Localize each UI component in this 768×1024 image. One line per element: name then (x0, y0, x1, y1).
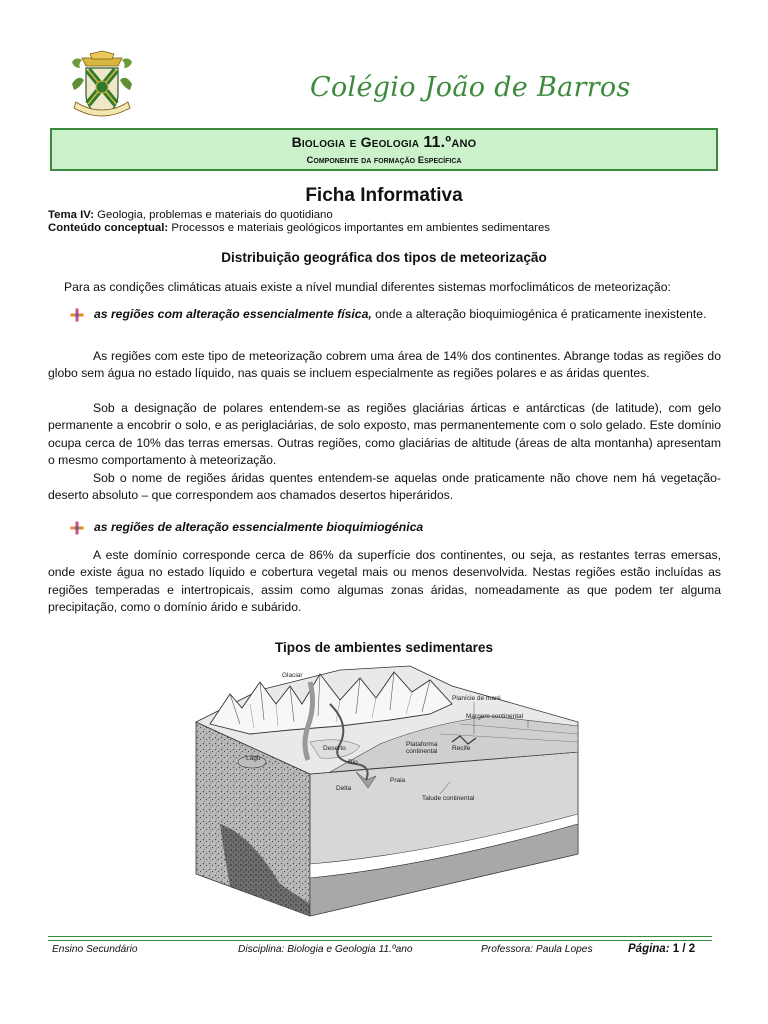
label-continental-margin: Margem continental (466, 713, 524, 720)
bullet-physical-weathering (70, 306, 721, 323)
section-title-sedimentary: Tipos de ambientes sedimentares (274, 640, 494, 655)
footer-level: Ensino Secundário (52, 944, 138, 955)
bullet1-bold-text: as regiões com alteração essencialmente física, (94, 307, 372, 321)
school-crest-logo (68, 50, 136, 120)
footer-page-number: 1 / 2 (669, 943, 696, 955)
footer-discipline: Disciplina: Biologia e Geologia 11.ºano (238, 944, 413, 955)
subject-subtitle: Componente da formação Específica (306, 155, 462, 166)
footer-page (628, 943, 695, 955)
theme-value: Geologia, problemas e materiais do quotidiano (94, 209, 333, 221)
bullet-icon (70, 521, 84, 535)
bullet2-bold-text: as regiões de alteração essencialmente bioquimiogénica (94, 520, 424, 534)
label-delta: Delta (336, 785, 352, 792)
theme-label: Tema IV: (48, 209, 95, 221)
subject-title (52, 134, 716, 152)
subject-title-prefix: Biologia e Geologia (291, 134, 424, 150)
bullet-biochemical-weathering (70, 519, 721, 536)
label-desert: Deserto (323, 745, 346, 752)
concept-value: Processos e materiais geológicos importantes em ambientes sedimentares (168, 222, 550, 234)
paragraph-polar-regions: Sob a designação de polares entendem-se as regiões glaciárias árticas e antárcticas (de latitude), com gelo permanente a encobrir o solo, e as periglaciárias, de solo exposto, mas permanentemente com o solo gelado. Este domínio ocupa cerca de 10% das terras emersas. Outras regiões, como glaciárias de altitude (áreas de alta montanha) apresentam o mesmo comportamento à meteorização. (48, 401, 721, 467)
label-lake: Lago (246, 755, 261, 762)
label-tidal-flat: Planície de maré (452, 695, 501, 702)
label-reef: Recife (452, 745, 471, 752)
subject-header-box (50, 128, 718, 171)
label-river: Rio (348, 759, 358, 766)
concept-label: Conteúdo conceptual: (48, 222, 169, 234)
document-title: Ficha Informativa (305, 185, 463, 206)
school-name: Colégio João de Barros (310, 72, 631, 103)
paragraph-physical-coverage: As regiões com este tipo de meteorização cobrem uma área de 14% dos continentes. Abrange todas as regiões do globo sem água no estado líquido, nas quais se incluem especialmente as regiões polares e as áridas quentes. (48, 349, 721, 381)
theme-line (48, 209, 333, 222)
paragraph-arid-regions: Sob o nome de regiões áridas quentes entendem-se aquelas onde praticamente não chove nem há vegetação- deserto absoluto – que correspondem aos chamados desertos hiperáridos. (48, 471, 721, 503)
footer-teacher: Professora: Paula Lopes (481, 944, 593, 955)
footer-rule-top (48, 936, 712, 937)
subject-title-year: 11.ºano (423, 134, 477, 151)
footer-page-label: Página: (628, 943, 670, 955)
concept-line (48, 222, 550, 235)
bullet-icon (70, 308, 84, 322)
footer-rule-bottom (48, 940, 712, 941)
label-continental-shelf-line2: continental (406, 748, 438, 755)
sedimentary-environments-diagram (190, 664, 580, 920)
section-title-weathering: Distribuição geográfica dos tipos de meteorização (221, 250, 547, 265)
bullet1-rest-text: onde a alteração bioquimiogénica é praticamente inexistente. (371, 307, 707, 321)
paragraph-biochemical-domain: A este domínio corresponde cerca de 86% da superfície dos continentes, ou seja, as restantes terras emersas, onde existe água no estado líquido e cobertura vegetal mais ou menos desenvolvida. Nestas regiões estão incluídas as regiões temperadas e intertropicais, assim como algumas zonas áridas, nomeadamente as que podem ter alguma precipitação, como o domínio árido e subárido. (48, 548, 721, 614)
label-continental-shelf-line1: Plataforma (406, 741, 438, 748)
label-continental-slope: Talude continental (422, 795, 475, 802)
intro-paragraph: Para as condições climáticas atuais existe a nível mundial diferentes sistemas morfoclimáticos de meteorização: (64, 280, 671, 294)
label-glacier: Glaciar (282, 672, 303, 679)
label-beach: Praia (390, 777, 406, 784)
